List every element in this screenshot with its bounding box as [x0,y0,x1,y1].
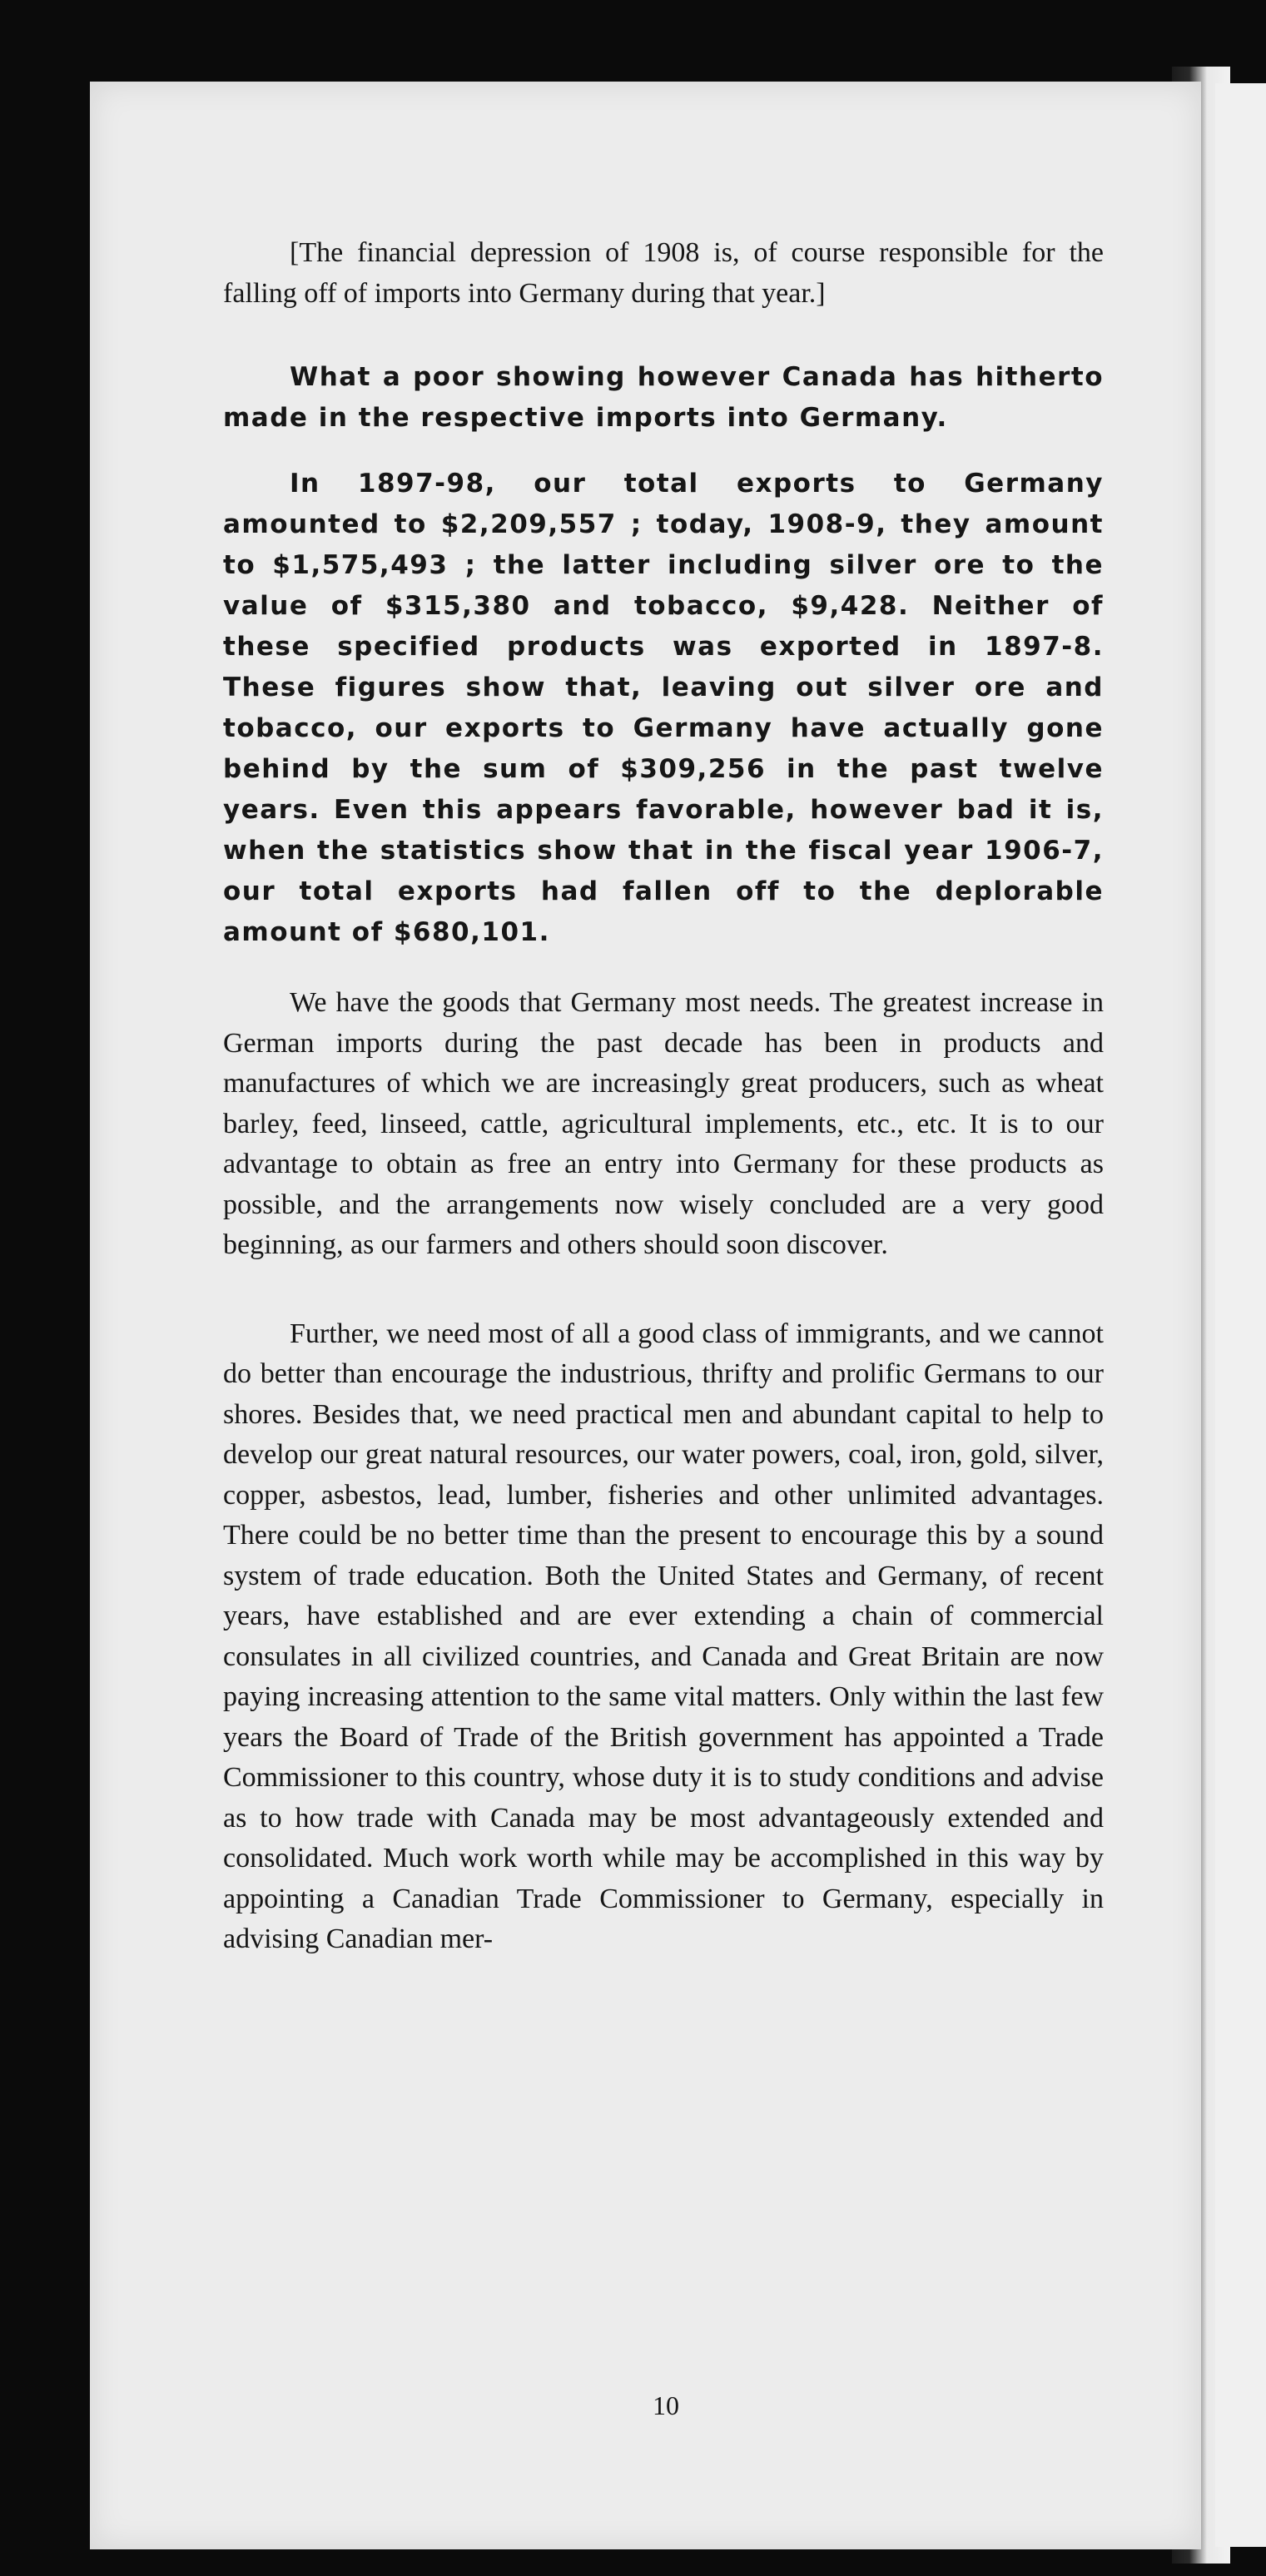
paragraph-immigrants-trade: Further, we need most of all a good class of immigrants, and we cannot do better than encourage the industrious, thrifty and prolific Germans to our shores. Besides that, we need practical men and abundant capital to help to develop our great natural resources, our water powers, coal, iron, gold, silver, copper, asbestos, lead, lumber, fisheries and other unlimited advantages. There could be no better time than the present to encourage this by a sound system of trade education. Both the United States and Germany, of recent years, have established and are ever extending a chain of commercial consulates in all civilized countries, and Canada and Great Britain are now paying increasing attention to the same vital matters. Only within the last few years the Board of Trade of the British government has appointed a Trade Commissioner to this country, whose duty it is to study conditions and advise as to how trade with Canada may be most advantageously extended and consolidated. Much work worth while may be accomplished in this way by appointing a Canadian Trade Commissioner to Germany, especially in advising Canadian mer- [223,1318,1104,1954]
paragraph-poor-showing: What a poor showing however Canada has hitherto made in the respective imports into Germany. [223,362,1104,433]
paragraph-goods-germany-needs: We have the goods that Germany most needs. The greatest increase in German imports during the past decade has been in products and manufactures of which we are increasingly great producers, such as wheat barley, feed, linseed, cattle, agricultural implements, etc., etc. It is to our advantage to obtain as free an entry into Germany for these products as possible, and the arrangements now wisely concluded are a very good beginning, as our farmers and others should soon discover. [223,987,1104,1260]
paragraph-export-figures: In 1897-98, our total exports to Germany amounted to $2,209,557 ; today, 1908-9, they amount to $1,575,493 ; the latter including silver ore to the value of $315,380 and tobacco, $9,428. Neither of these specified products was exported in 1897-8. These figures show that, leaving out silver ore and tobacco, our exports to Germany have actually gone behind by the sum of $309,256 in the past twelve years. Even this appears favorable, however bad it is, when the statistics show that in the fiscal year 1906-7, our total exports had fallen off to the deplorable amount of $680,101. [223,469,1104,947]
page-body [223,233,1104,1960]
page-number: 10 [653,2390,679,2420]
facing-page-edge [1215,83,1266,2547]
paragraph-financial-depression: [The financial depression of 1908 is, of course responsible for the falling off of imports into Germany during that year.] [223,237,1104,309]
